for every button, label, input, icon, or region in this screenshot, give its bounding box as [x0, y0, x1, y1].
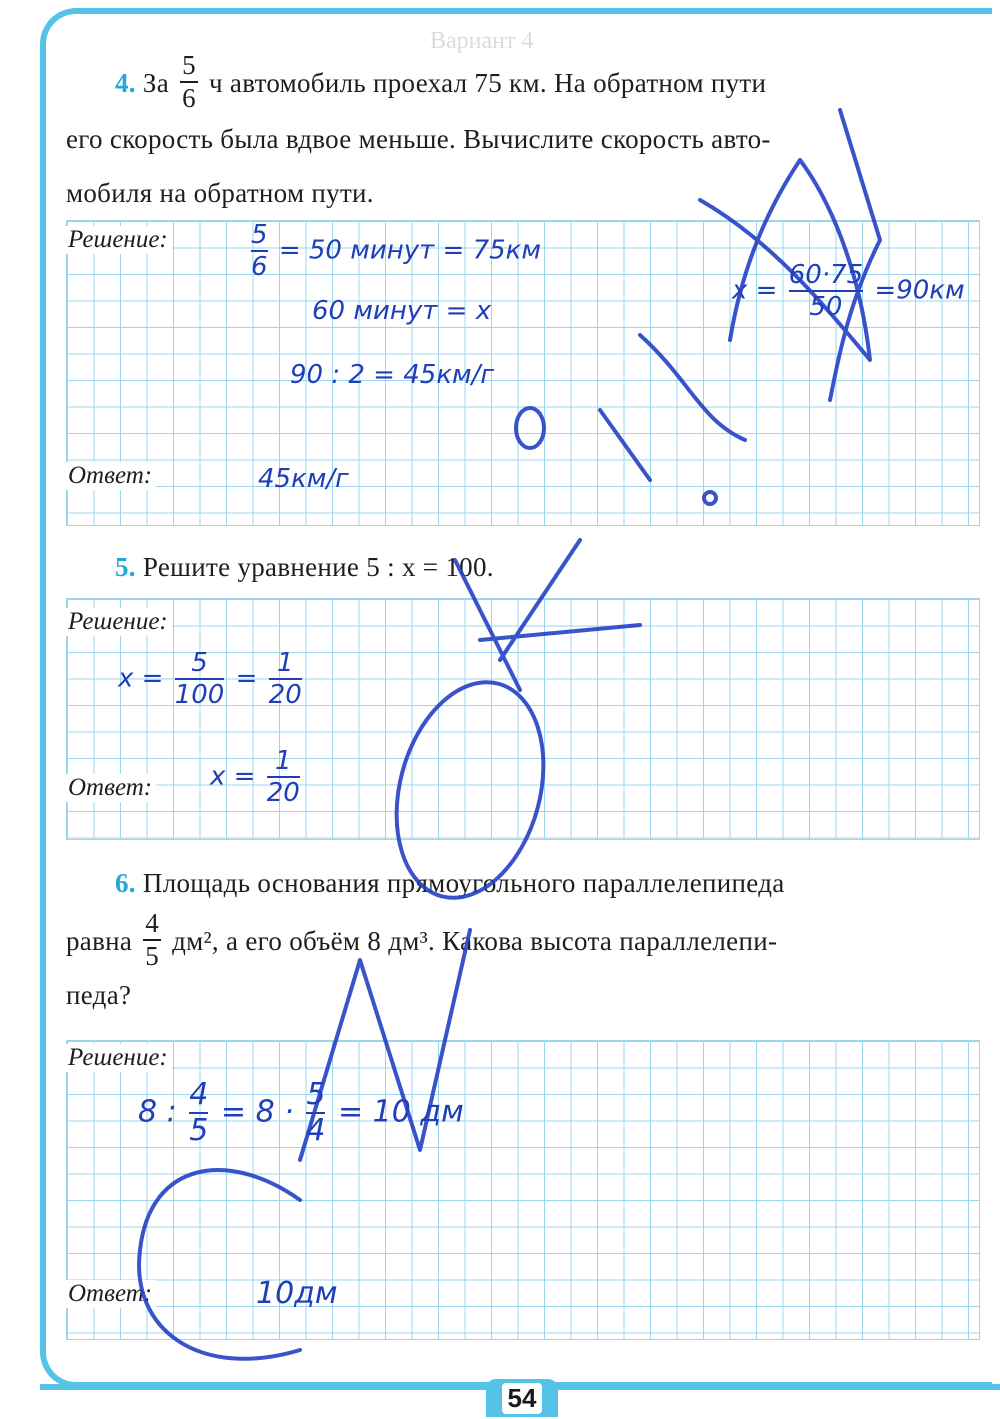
task4-hw-line1-text: = 50 минут = 75км — [278, 235, 541, 266]
task6-suffix: дм², а его объём 8 дм³. Какова высота параллелепи- — [172, 926, 778, 957]
task5-hw-ans-den: 20 — [266, 778, 300, 808]
task6-hw-frac1-num: 4 — [189, 1077, 209, 1112]
task5-hw-x: x = — [118, 663, 164, 694]
task6-hw-frac2-num: 5 — [306, 1077, 326, 1112]
task4-prefix: За — [142, 68, 170, 99]
task4-fraction-num: 5 — [180, 52, 198, 83]
task6-solution-label: Решение: — [64, 1044, 172, 1072]
task6-line1 — [115, 856, 785, 910]
task5-hw-solution — [118, 650, 305, 708]
task6-hw-a: 8 : — [138, 1094, 177, 1130]
task5-number: 5. — [115, 552, 136, 582]
task6-hw-c: = 10 дм — [337, 1094, 464, 1130]
task6-line2 — [66, 908, 778, 974]
task5-hw-answer — [210, 748, 303, 806]
task4-line2: его скорость была вдвое меньше. Вычислите скорость авто- — [66, 124, 771, 154]
task4-line3: мобиля на обратном пути. — [66, 178, 374, 208]
task5-hw-ans-x: x = — [210, 761, 256, 792]
task4-hw-frac-num: 5 — [251, 220, 268, 250]
task4-hw-answer: 45км/г — [258, 464, 349, 494]
task6-prefix: равна — [66, 926, 133, 957]
task5-line — [115, 540, 494, 594]
task4-hw-x — [732, 262, 965, 320]
task6-fraction-den: 5 — [145, 941, 160, 971]
task6-hw-solution — [138, 1077, 464, 1148]
task6-hw-b: = 8 · — [220, 1094, 294, 1130]
task4-hw-x-prefix: x = — [732, 275, 778, 306]
task4-hw-x-den: 50 — [809, 292, 843, 322]
task4-number: 4. — [115, 68, 136, 99]
task6-line3: педа? — [66, 980, 132, 1010]
task4-hw-x-suffix: =90км — [874, 275, 965, 306]
task5-hw-eq: = — [235, 663, 258, 694]
task4-hw-line1 — [248, 222, 541, 280]
task4-fraction — [180, 52, 198, 112]
task5-hw-den1: 100 — [174, 680, 225, 710]
task4-hw-frac-den: 6 — [251, 252, 268, 282]
task6-answer-label: Ответ: — [64, 1280, 156, 1308]
task5-hw-den2: 20 — [268, 680, 302, 710]
page-number: 54 — [502, 1383, 543, 1414]
task4-suffix: ч автомобиль проехал 75 км. На обратном пути — [208, 68, 767, 99]
task6-number: 6. — [115, 868, 136, 898]
task4-hw-line2: 60 минут = x — [312, 296, 492, 326]
show-through-text: Вариант 4 — [430, 28, 534, 54]
task4-solution-label: Решение: — [64, 226, 172, 254]
task5-text: Решите уравнение 5 : x = 100. — [142, 552, 494, 582]
task6-fraction-num: 4 — [143, 910, 161, 941]
task6-line1-text: Площадь основания прямоугольного параллелепипеда — [142, 868, 785, 898]
task5-solution-label: Решение: — [64, 608, 172, 636]
task4-hw-line3: 90 : 2 = 45км/г — [290, 360, 495, 390]
task5-grid — [66, 598, 980, 840]
task4-answer-label: Ответ: — [64, 462, 156, 490]
task6-hw-frac2-den: 4 — [306, 1113, 326, 1148]
task6-hw-answer: 10дм — [256, 1276, 338, 1311]
page-number-tab — [486, 1379, 558, 1417]
task4-line1 — [115, 50, 767, 116]
task4-fraction-den: 6 — [182, 83, 196, 113]
task6-fraction — [143, 910, 161, 970]
task5-answer-label: Ответ: — [64, 774, 156, 802]
task5-hw-ans-num: 1 — [267, 748, 300, 778]
task6-hw-frac1-den: 5 — [189, 1113, 209, 1148]
task5-hw-num1: 5 — [175, 650, 225, 680]
task4-hw-x-num: 60·75 — [788, 260, 864, 290]
task5-hw-num2: 1 — [269, 650, 302, 680]
